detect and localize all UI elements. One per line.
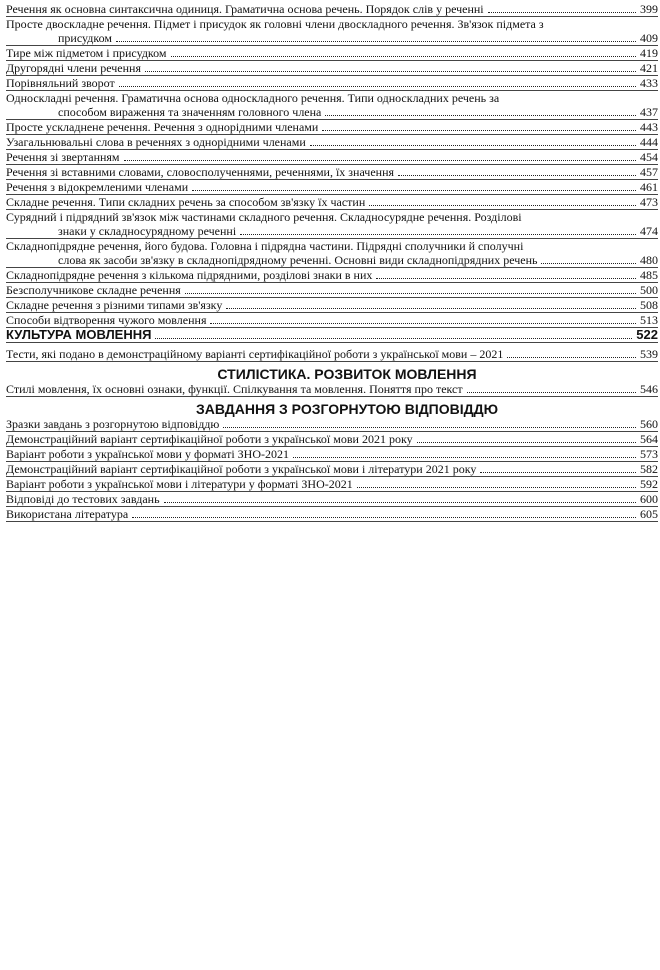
toc-entry-page: 508 [640, 298, 658, 312]
toc-entry-page: 582 [640, 462, 658, 476]
toc-entry-title: Другорядні члени речення [6, 61, 141, 75]
toc-entry[interactable] [6, 447, 658, 462]
toc-entry-title: Варіант роботи з української мови у форматі ЗНО-2021 [6, 447, 289, 461]
toc-entry[interactable] [6, 477, 658, 492]
leader-dots [210, 323, 636, 324]
toc-entry-title-line2: присудком [58, 31, 112, 45]
toc-entry[interactable] [6, 17, 658, 46]
toc-entry-title: Способи відтворення чужого мовлення [6, 313, 207, 327]
toc-entry-tests[interactable] [6, 347, 658, 362]
toc-entry-title-line2: способом вираження та значенням головного члена [58, 105, 322, 119]
leader-dots [155, 338, 632, 339]
toc-entry[interactable] [6, 46, 658, 61]
leader-dots [369, 205, 636, 206]
toc-entry[interactable] [6, 76, 658, 91]
leader-dots [132, 517, 636, 518]
toc-entry[interactable] [6, 417, 658, 432]
toc-entry-page: 399 [640, 2, 658, 16]
toc-entry-page: 485 [640, 268, 658, 282]
toc-entry-title: Узагальнювальні слова в реченнях з однорідними членами [6, 135, 306, 149]
toc-entry-title: Варіант роботи з української мови і літератури у форматі ЗНО-2021 [6, 477, 353, 491]
toc-entry[interactable] [6, 195, 658, 210]
leader-dots [192, 190, 636, 191]
toc-entry[interactable] [6, 165, 658, 180]
toc-entry-title: Зразки завдань з розгорнутою відповіддю [6, 417, 220, 431]
toc-entry-title: Складнопідрядне речення з кількома підрядними, розділові знаки в них [6, 268, 373, 282]
toc-entry-title-line2: слова як засоби зв'язку в складнопідрядному реченні. Основні види складнопідрядних речень [58, 253, 538, 267]
toc-entry-page: 513 [640, 313, 658, 327]
toc-entry-page: 473 [640, 195, 658, 209]
toc-entry[interactable] [6, 462, 658, 477]
leader-dots [240, 234, 636, 235]
toc-entry-page: 461 [640, 180, 658, 194]
toc-entry[interactable] [6, 2, 658, 17]
toc-entry-title: Складне речення. Типи складних речень за способом зв'язку їх частин [6, 195, 366, 209]
leader-dots [488, 12, 636, 13]
toc-entry[interactable] [6, 432, 658, 447]
leader-dots [480, 472, 636, 473]
toc-entry-title: Речення з відокремленими членами [6, 180, 189, 194]
toc-entry[interactable] [6, 150, 658, 165]
toc-entry-page: 457 [640, 165, 658, 179]
leader-dots [417, 442, 636, 443]
toc-entry-page: 444 [640, 135, 658, 149]
leader-dots [376, 278, 636, 279]
toc-entry-title: Складне речення з різними типами зв'язку [6, 298, 223, 312]
toc-entry-title-line1: Складнопідрядне речення, його будова. Головна і підрядна частини. Підрядні сполучники й сполучні [6, 239, 524, 253]
leader-dots [310, 145, 636, 146]
toc-entry-page: 443 [640, 120, 658, 134]
toc-entry-page: 573 [640, 447, 658, 461]
toc-entry-title: Порівняльний зворот [6, 76, 115, 90]
leader-dots [226, 308, 636, 309]
toc-entry-page: 592 [640, 477, 658, 491]
toc-entry-title-line1: Сурядний і підрядний зв'язок між частинами складного речення. Складносурядне речення. Розділові [6, 210, 522, 224]
toc-entry-title: Використана література [6, 507, 129, 521]
leader-dots [124, 160, 636, 161]
toc-entry-page: 522 [636, 327, 658, 342]
toc-entry-title: Відповіді до тестових завдань [6, 492, 160, 506]
toc-entry-title: Речення як основна синтаксична одиниця. Граматична основа речень. Порядок слів у реченні [6, 2, 484, 16]
toc-entry-title-line1: Просте двоскладне речення. Підмет і присудок як головні члени двоскладного речення. Зв'язок підмета з [6, 17, 544, 31]
leader-dots [145, 71, 636, 72]
toc-entry[interactable] [6, 382, 658, 397]
toc-entry-title: Речення зі вставними словами, словосполученнями, реченнями, їх значення [6, 165, 395, 179]
toc-entry-page: 539 [640, 347, 658, 361]
leader-dots [541, 263, 636, 264]
leader-dots [164, 502, 636, 503]
toc-entry-page: 421 [640, 61, 658, 75]
toc-entry[interactable] [6, 135, 658, 150]
section-heading-stylistics: СТИЛІСТИКА. РОЗВИТОК МОВЛЕННЯ [217, 366, 477, 382]
leader-dots [357, 487, 636, 488]
toc-entry-page: 560 [640, 417, 658, 431]
leader-dots [293, 457, 636, 458]
toc-entry[interactable] [6, 180, 658, 195]
toc-entry[interactable] [6, 298, 658, 313]
toc-entry-title: Стилі мовлення, їх основні ознаки, функції. Спілкування та мовлення. Поняття про текст [6, 382, 463, 396]
toc-entry[interactable] [6, 210, 658, 239]
leader-dots [507, 357, 636, 358]
toc-entry-title: Демонстраційний варіант сертифікаційної роботи з української мови і літератури 2021 року [6, 462, 477, 476]
leader-dots [116, 41, 636, 42]
toc-entry[interactable] [6, 61, 658, 76]
toc-entry-title: Безсполучникове складне речення [6, 283, 181, 297]
table-of-contents [6, 2, 658, 522]
toc-entry-page: 433 [640, 76, 658, 90]
toc-entry-page: 409 [640, 31, 658, 45]
leader-dots [467, 392, 636, 393]
toc-entry[interactable] [6, 239, 658, 268]
toc-entry-page: 600 [640, 492, 658, 506]
toc-entry-title-line1: Односкладні речення. Граматична основа односкладного речення. Типи односкладних речень за [6, 91, 500, 105]
toc-entry-page: 500 [640, 283, 658, 297]
toc-entry-page: 419 [640, 46, 658, 60]
toc-entry[interactable] [6, 91, 658, 120]
toc-entry-title: Тести, які подано в демонстраційному варіанті сертифікаційної роботи з української мови – 2021 [6, 347, 504, 361]
leader-dots [325, 115, 636, 116]
toc-entry-page: 474 [640, 224, 658, 238]
toc-section-culture[interactable] [6, 328, 658, 343]
toc-entry[interactable] [6, 120, 658, 135]
toc-entry-page: 605 [640, 507, 658, 521]
leader-dots [322, 130, 636, 131]
toc-section-title: КУЛЬТУРА МОВЛЕННЯ [6, 327, 152, 342]
leader-dots [171, 56, 636, 57]
toc-entry-page: 437 [640, 105, 658, 119]
toc-entry-page: 564 [640, 432, 658, 446]
leader-dots [185, 293, 636, 294]
leader-dots [119, 86, 636, 87]
toc-entry[interactable] [6, 492, 658, 507]
toc-entry-title: Тире між підметом і присудком [6, 46, 167, 60]
toc-entry-page: 480 [640, 253, 658, 267]
toc-entry-title-line2: знаки у складносурядному реченні [58, 224, 237, 238]
toc-entry[interactable] [6, 268, 658, 283]
toc-entry-title: Речення зі звертанням [6, 150, 120, 164]
leader-dots [223, 427, 636, 428]
leader-dots [398, 175, 636, 176]
toc-entry[interactable] [6, 283, 658, 298]
toc-entry-title: Демонстраційний варіант сертифікаційної роботи з української мови 2021 року [6, 432, 413, 446]
toc-entry-page: 454 [640, 150, 658, 164]
toc-entry[interactable] [6, 507, 658, 522]
toc-entry-title: Просте ускладнене речення. Речення з однорідними членами [6, 120, 319, 134]
toc-entry[interactable] [6, 313, 658, 328]
toc-entry-page: 546 [640, 382, 658, 396]
section-heading-tasks: ЗАВДАННЯ З РОЗГОРНУТОЮ ВІДПОВІДДЮ [195, 401, 499, 417]
